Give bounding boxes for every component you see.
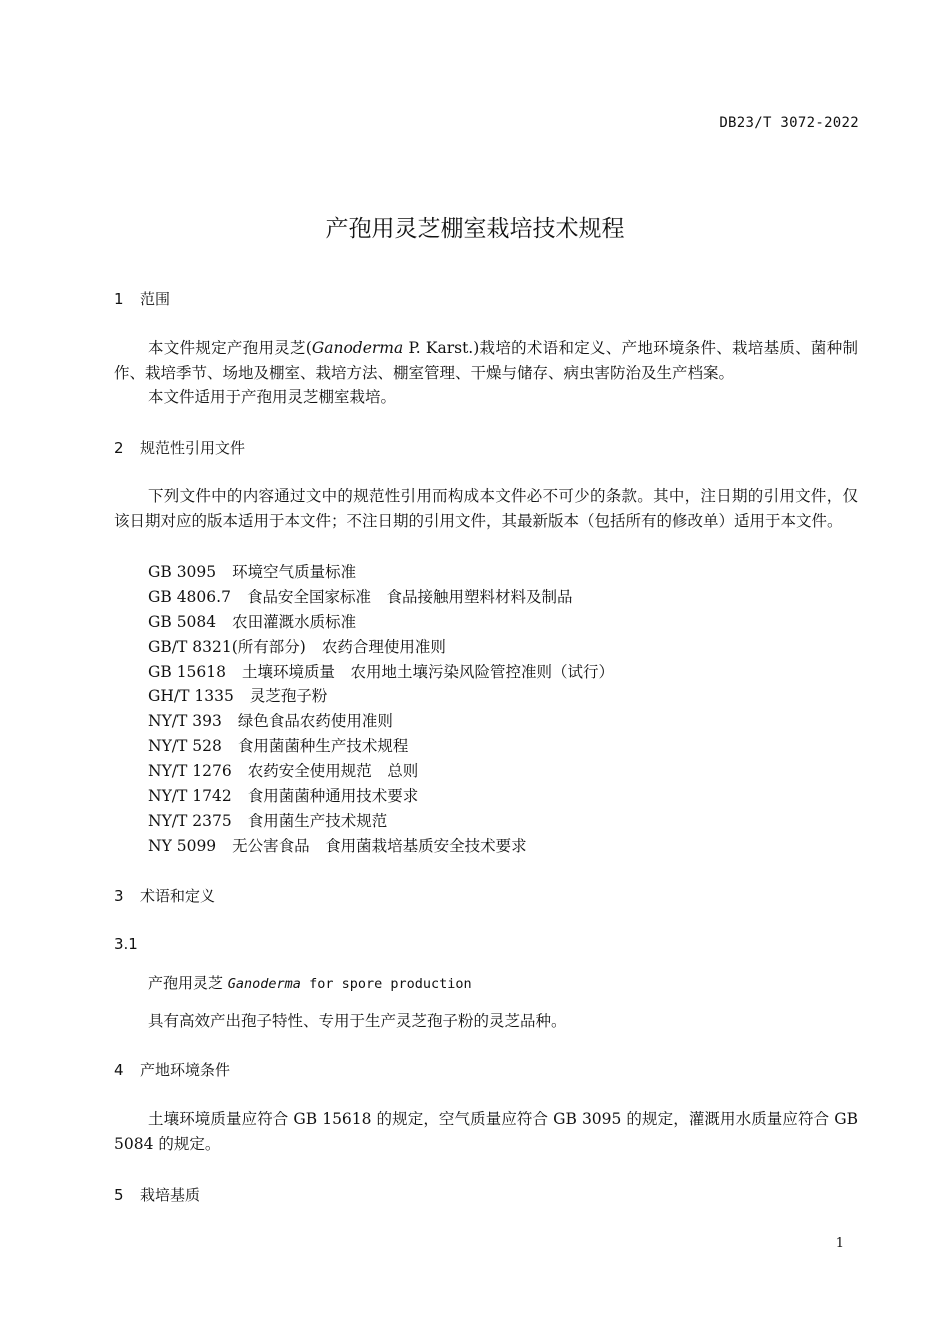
- reference-code: GB 15618: [148, 662, 227, 681]
- reference-code: GH/T 1335: [148, 687, 234, 706]
- reference-item: [148, 610, 614, 635]
- section-title: 产地环境条件: [140, 1061, 231, 1079]
- section-4-heading: [114, 1059, 230, 1080]
- reference-name: 食用菌生产技术规范: [247, 811, 388, 830]
- section-number: 2: [114, 439, 124, 457]
- reference-name: 灵芝孢子粉: [249, 687, 328, 706]
- section-5-heading: [114, 1184, 200, 1205]
- reference-code: NY/T 1276: [148, 762, 232, 781]
- subsection-3-1-number: 3.1: [114, 935, 138, 953]
- section-number: 5: [114, 1186, 124, 1204]
- reference-item: [148, 635, 614, 660]
- reference-item: [148, 684, 614, 709]
- reference-item: [148, 734, 614, 759]
- term-english: for spore production: [300, 976, 472, 992]
- reference-code: GB 5084: [148, 612, 217, 631]
- reference-item: [148, 759, 614, 784]
- section-title: 范围: [140, 290, 171, 308]
- reference-name: 环境空气质量标准: [232, 563, 357, 581]
- section-2-heading: [114, 437, 245, 458]
- reference-name: 食品安全国家标准 食品接触用塑料材料及制品: [246, 587, 573, 606]
- term-definition: 具有高效产出孢子特性、专用于生产灵芝孢子粉的灵芝品种。: [148, 1012, 567, 1030]
- reference-code: GB/T 8321(所有部分): [148, 637, 306, 656]
- term-chinese: 产孢用灵芝: [148, 974, 228, 992]
- reference-name: 无公害食品 食用菌栽培基质安全技术要求: [232, 836, 527, 855]
- normative-references-list: [148, 560, 614, 859]
- reference-name: 农田灌溉水质标准: [232, 612, 357, 631]
- reference-item: [148, 560, 614, 585]
- reference-item: [148, 660, 614, 685]
- term-entry: [148, 972, 472, 993]
- section-3-heading: [114, 885, 215, 906]
- reference-item: [148, 709, 614, 734]
- reference-code: NY/T 393: [148, 712, 222, 731]
- section-title: 术语和定义: [140, 887, 216, 905]
- reference-name: 农药安全使用规范 总则: [247, 762, 419, 781]
- reference-code: NY/T 2375: [148, 811, 232, 830]
- reference-item: [148, 585, 614, 610]
- reference-name: 食用菌菌种生产技术规程: [237, 737, 409, 756]
- section-1-paragraph-2: 本文件适用于产孢用灵芝棚室栽培。: [148, 388, 397, 406]
- document-title: 产孢用灵芝棚室栽培技术规程: [325, 216, 625, 242]
- reference-code: NY 5099: [148, 836, 217, 855]
- reference-name: 农药合理使用准则: [321, 637, 446, 656]
- reference-item: [148, 784, 614, 809]
- section-1-paragraph-1: 本文件规定产孢用灵芝(Ganoderma P. Karst.)栽培的术语和定义、产地环境条件、栽培基质、菌种制作、栽培季节、场地及棚室、栽培方法、棚室管理、干燥与储存、病虫害防治及生产档案。: [114, 339, 858, 382]
- section-title: 栽培基质: [140, 1186, 201, 1204]
- document-number: DB23/T 3072-2022: [719, 115, 859, 131]
- section-1-heading: [114, 288, 170, 309]
- latin-genus: Ganoderma: [311, 339, 404, 357]
- section-4-paragraph-1: 土壤环境质量应符合 GB 15618 的规定，空气质量应符合 GB 3095 的规定，灌溉用水质量应符合 GB 5084 的规定。: [114, 1110, 858, 1153]
- reference-code: GB 4806.7: [148, 587, 231, 606]
- section-number: 4: [114, 1061, 124, 1079]
- reference-code: NY/T 1742: [148, 787, 232, 806]
- reference-item: [148, 834, 614, 859]
- reference-code: NY/T 528: [148, 737, 222, 756]
- section-title: 规范性引用文件: [140, 439, 246, 457]
- reference-item: [148, 809, 614, 834]
- reference-name: 食用菌菌种通用技术要求: [247, 787, 419, 806]
- section-number: 3: [114, 887, 124, 905]
- reference-name: 绿色食品农药使用准则: [237, 712, 393, 731]
- reference-code: GB 3095: [148, 563, 217, 581]
- section-2-paragraph-1: 下列文件中的内容通过文中的规范性引用而构成本文件必不可少的条款。其中，注日期的引用文件，仅该日期对应的版本适用于本文件；不注日期的引用文件，其最新版本（包括所有的修改单）适用于本文件。: [114, 487, 858, 530]
- section-number: 1: [114, 290, 124, 308]
- page-number: 1: [835, 1236, 844, 1251]
- term-latin: Ganoderma: [227, 976, 301, 992]
- reference-name: 土壤环境质量 农用地土壤污染风险管控准则（试行）: [242, 662, 615, 681]
